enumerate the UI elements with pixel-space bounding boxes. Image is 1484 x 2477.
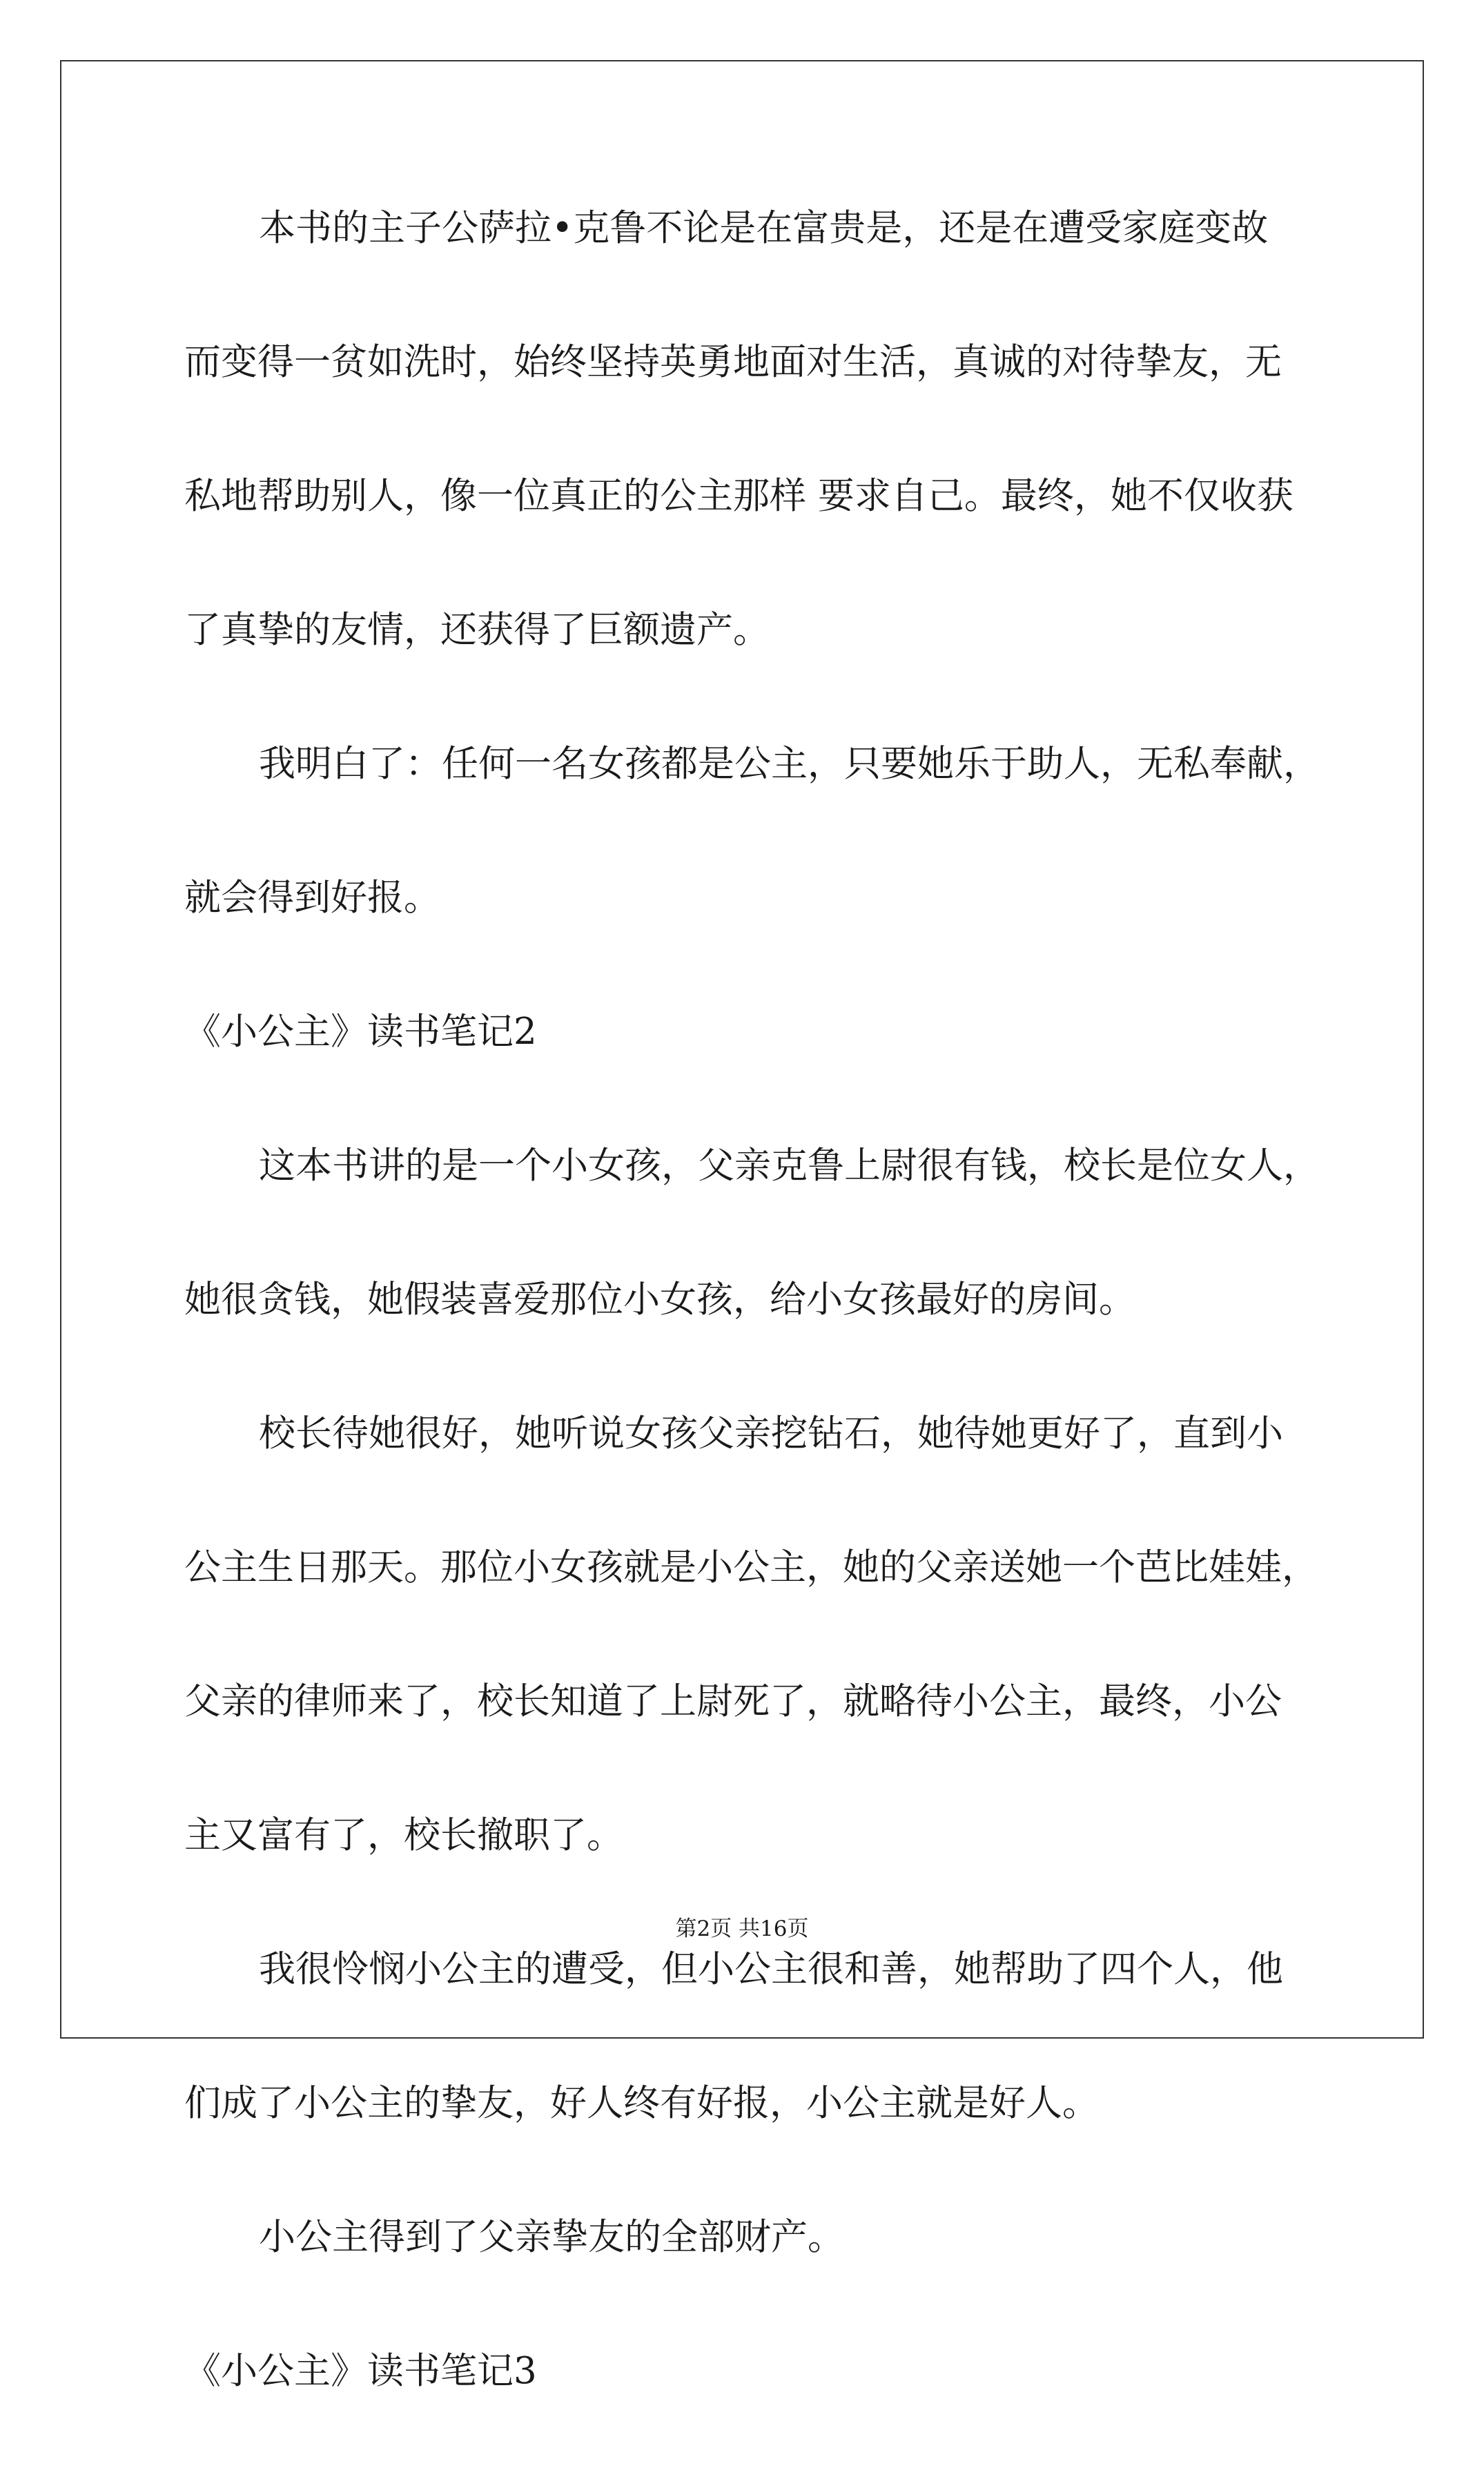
paragraph-line: 了真挚的友情，还获得了巨额遗产。 bbox=[184, 609, 770, 651]
paragraph-line: 校长待她很好，她听说女孩父亲挖钻石，她待她更好了，直到小 bbox=[259, 1412, 1283, 1455]
document-body bbox=[184, 200, 1320, 2477]
paragraph-line: 们成了小公主的挚友，好人终有好报，小公主就是好人。 bbox=[184, 2082, 1099, 2124]
paragraph-line: 父亲的律师来了，校长知道了上尉死了，就略待小公主，最终，小公 bbox=[184, 1680, 1282, 1722]
paragraph-line: 公主生日那天。那位小女孩就是小公主，她的父亲送她一个芭比娃娃， bbox=[184, 1546, 1318, 1589]
paragraph-line: 我明白了：任何一名女孩都是公主，只要她乐于助人，无私奉献， bbox=[259, 743, 1320, 785]
paragraph-line: 小公主得到了父亲挚友的全部财产。 bbox=[259, 2216, 844, 2258]
paragraph-line: 私地帮助别人，像一位真正的公主那样 要求自己。最终，她不仅收获 bbox=[184, 475, 1293, 517]
paragraph-line: 就会得到好报。 bbox=[184, 877, 440, 919]
paragraph-line: 我很怜悯小公主的遭受，但小公主很和善，她帮助了四个人，他 bbox=[259, 1948, 1283, 1990]
section-heading: 《小公主》读书笔记2 bbox=[184, 1011, 537, 1053]
paragraph-line: 这本书讲的是一个小女孩，父亲克鲁上尉很有钱，校长是位女人， bbox=[259, 1145, 1320, 1187]
paragraph-line: 本书的主子公萨拉•克鲁不论是在富贵是，还是在遭受家庭变故 bbox=[259, 207, 1269, 249]
page-footer bbox=[0, 1911, 1484, 1942]
section-heading: 《小公主》读书笔记3 bbox=[184, 2350, 537, 2392]
paragraph-line: 主又富有了，校长撤职了。 bbox=[184, 1814, 623, 1856]
paragraph-line: 她很贪钱，她假装喜爱那位小女孩，给小女孩最好的房间。 bbox=[184, 1279, 1135, 1321]
paragraph-line: 而变得一贫如洗时，始终坚持英勇地面对生活，真诚的对待挚友，无 bbox=[184, 341, 1282, 383]
page-number: 第2页 共16页 bbox=[675, 1916, 809, 1941]
